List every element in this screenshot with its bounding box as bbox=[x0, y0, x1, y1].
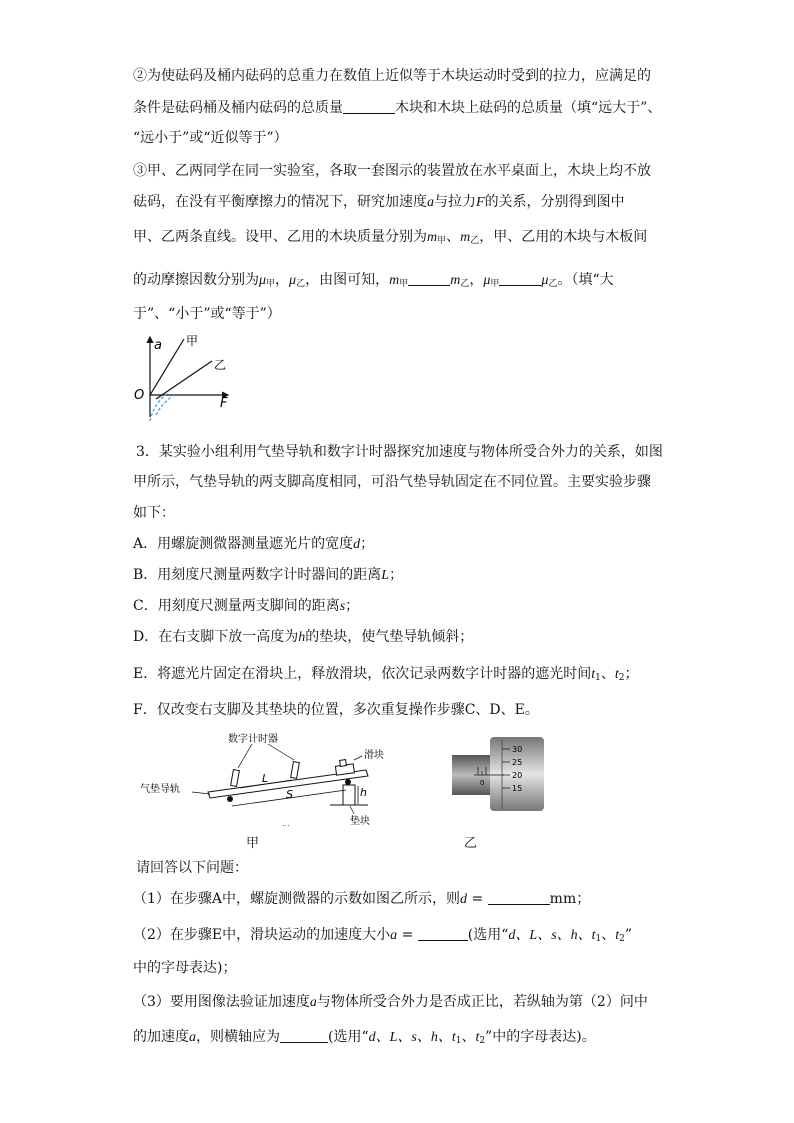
label-S: S bbox=[286, 788, 293, 801]
q2-item3-line4: 的动摩擦因数分别为$\mu_甲$，$\mu_乙$，由图可知，$m_甲$ $m_乙$，$\mu_甲$ $\mu_乙$。（填“大 bbox=[133, 272, 614, 289]
timer-label-leader bbox=[238, 744, 252, 768]
label-pad: 垫块 bbox=[350, 816, 370, 827]
answer-blank-mass[interactable] bbox=[408, 271, 450, 286]
timer-label-leader-2 bbox=[268, 744, 294, 760]
graph-label-yi: 乙 bbox=[214, 358, 227, 372]
a-f-graph bbox=[128, 333, 240, 423]
answer-blank-d[interactable] bbox=[488, 890, 550, 905]
air-track-figure bbox=[140, 730, 410, 830]
q3-line2: 甲所示，气垫导轨的两支脚高度相同，可沿气垫导轨固定在不同位置。主要实验步骤 bbox=[133, 474, 651, 490]
q2-item2-line3: “远小于”或“近似等于”） bbox=[133, 130, 288, 146]
dashed-curve-yi bbox=[156, 395, 174, 415]
label-timer: 数字计时器 bbox=[228, 734, 278, 745]
q2-item2-line1: ②为使砝码及桶内砝码的总重力在数值上近似等于木块运动时受到的拉力，应满足的 bbox=[133, 68, 651, 84]
answer-blank-friction[interactable] bbox=[499, 271, 541, 286]
right-foot bbox=[345, 779, 351, 785]
q3-part3-line2: 的加速度a，则横轴应为 (选用“d、L、s、h、$t_1$、$t_2$”中的字母表达)。 bbox=[133, 1029, 596, 1046]
pad-label-leader bbox=[350, 806, 354, 814]
q2-item3-line1: ③甲、乙两同学在同一实验室，各取一套图示的装置放在水平桌面上，木块上均不放 bbox=[133, 163, 651, 179]
answer-blank-a[interactable] bbox=[418, 926, 468, 941]
left-foot bbox=[227, 796, 233, 802]
q3-step-d: D．在右支脚下放一高度为h的垫块，使气垫导轨倾斜； bbox=[133, 629, 474, 645]
graph-label-F: F bbox=[220, 396, 228, 411]
label-rail: 气垫导轨 bbox=[140, 784, 180, 795]
q3-step-a: A．用螺旋测微器测量遮光片的宽度d； bbox=[133, 536, 375, 552]
q3-line3: 如下： bbox=[133, 505, 175, 521]
rail-label-leader bbox=[192, 792, 210, 794]
timer-left bbox=[231, 770, 240, 787]
pad-block bbox=[343, 785, 355, 805]
figure-dash: ... bbox=[282, 819, 290, 828]
thimble-number-25: 25 bbox=[512, 758, 523, 767]
caption-yi: 乙 bbox=[464, 836, 478, 851]
graph-label-O: O bbox=[134, 388, 145, 403]
answer-blank-mass-compare[interactable] bbox=[343, 99, 395, 114]
q3-part2: （2）在步骤E中，滑块运动的加速度大小a = (选用“d、L、s、h、$t_1$、$t_2$” bbox=[133, 927, 633, 944]
graph-label-jia: 甲 bbox=[186, 334, 199, 348]
q2-item2-line2: 条件是砝码桶及桶内砝码的总质量 木块和木块上砝码的总质量（填“远大于”、 bbox=[133, 100, 662, 116]
q3-step-f: F．仅改变右支脚及其垫块的位置，多次重复操作步骤C、D、E。 bbox=[133, 702, 539, 718]
label-L: L bbox=[262, 772, 269, 785]
q3-line1: 3．某实验小组利用气垫导轨和数字计时器探究加速度与物体所受合外力的关系，如图 bbox=[136, 444, 663, 460]
micrometer-figure bbox=[452, 737, 544, 811]
slider-label-leader bbox=[354, 756, 362, 760]
q3-step-b: B．用刻度尺测量两数字计时器间的距离L； bbox=[133, 567, 404, 583]
answer-blank-horizontal-axis[interactable] bbox=[280, 1028, 328, 1043]
q2-item3-line3: 甲、乙两条直线。设甲、乙用的木块质量分别为$m_甲$、$m_乙$，甲、乙用的木块与木板间 bbox=[133, 229, 648, 246]
q3-part3: （3）要用图像法验证加速度a与物体所受合外力是否成正比，若纵轴为第（2）问中 bbox=[133, 994, 648, 1010]
shade-piece bbox=[340, 760, 347, 767]
q3-part1: （1）在步骤A中，螺旋测微器的示数如图乙所示，则d = mm； bbox=[133, 891, 591, 907]
answer-intro: 请回答以下问题： bbox=[136, 860, 248, 876]
thimble-number-30: 30 bbox=[512, 745, 523, 754]
q3-part2-line2: 中的字母表达)； bbox=[133, 960, 237, 976]
q3-step-c: C．用刻度尺测量两支脚间的距离s； bbox=[133, 598, 360, 614]
label-h: h bbox=[360, 786, 367, 799]
sleeve-number-0: 0 bbox=[480, 779, 485, 787]
line-yi bbox=[156, 361, 212, 399]
timer-right bbox=[291, 762, 300, 779]
thimble-number-20: 20 bbox=[512, 771, 523, 780]
q2-item3-line5: 于”、“小于”或“等于”） bbox=[133, 306, 281, 322]
caption-jia: 甲 bbox=[246, 836, 260, 851]
thimble-number-15: 15 bbox=[512, 784, 523, 793]
q3-step-e: E．将遮光片固定在滑块上，释放滑块，依次记录两数字计时器的遮光时间$t_1$、$t_2$； bbox=[133, 666, 639, 683]
label-slider: 滑块 bbox=[364, 750, 384, 761]
q2-item3-line2: 砝码，在没有平衡摩擦力的情况下，研究加速度a与拉力F的关系，分别得到图中 bbox=[133, 194, 625, 210]
graph-label-a: a bbox=[154, 338, 162, 353]
